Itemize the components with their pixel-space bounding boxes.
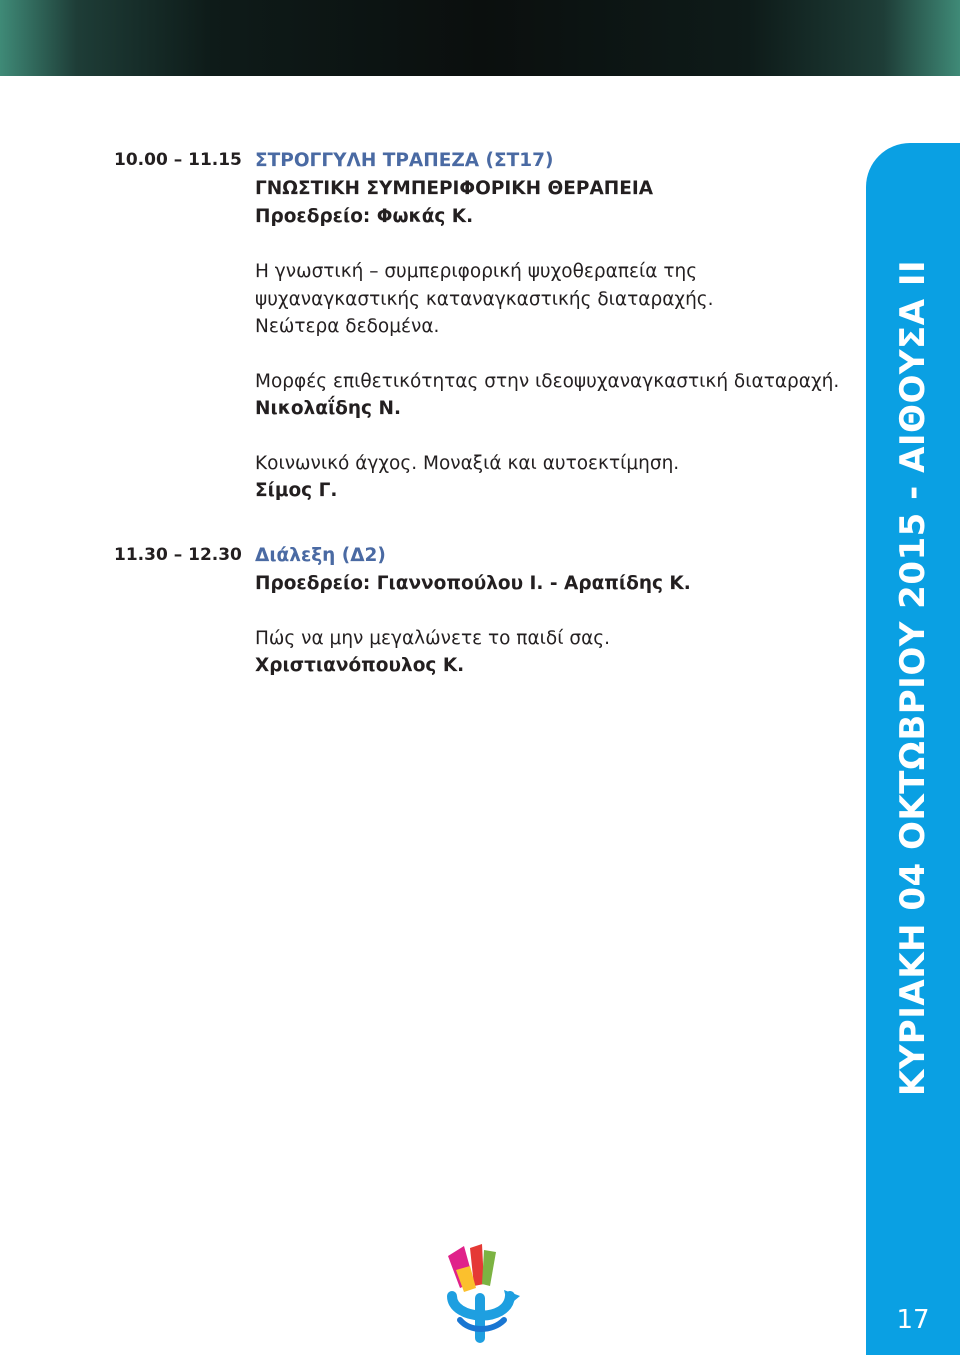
talk-title-line: Νεώτερα δεδομένα. bbox=[255, 316, 440, 337]
talk-speaker: Νικολαΐδης Ν. bbox=[255, 398, 401, 419]
date-room-label: ΚΥΡΙΑΚΗ 04 ΟΚΤΩΒΡΙΟΥ 2015 - ΑΙΘΟΥΣΑ ΙΙ bbox=[893, 259, 933, 1097]
session-chairs: Προεδρείο: Γιαννοπούλου Ι. - Αραπίδης Κ. bbox=[255, 573, 691, 594]
conference-logo-icon bbox=[430, 1238, 530, 1346]
session-title: ΣΤΡΟΓΓΥΛΗ ΤΡΑΠΕΖΑ (ΣΤ17) bbox=[255, 150, 554, 171]
session-time: 11.30 – 12.30 bbox=[114, 545, 242, 565]
talk-title-line: ψυχαναγκαστικής καταναγκαστικής διαταραχής. bbox=[255, 289, 714, 310]
top-decorative-band bbox=[0, 0, 960, 76]
session-subtitle: ΓΝΩΣΤΙΚΗ ΣΥΜΠΕΡΙΦΟΡΙΚΗ ΘΕΡΑΠΕΙΑ bbox=[255, 178, 654, 199]
talk-speaker: Σίμος Γ. bbox=[255, 480, 338, 501]
talk-title-line: Η γνωστική – συμπεριφορική ψυχοθεραπεία της bbox=[255, 261, 698, 282]
page-number: 17 bbox=[896, 1305, 930, 1335]
talk-title-line: Πώς να μην μεγαλώνετε το παιδί σας. bbox=[255, 628, 611, 649]
session-title: Διάλεξη (Δ2) bbox=[255, 545, 386, 566]
session-chairs: Προεδρείο: Φωκάς Κ. bbox=[255, 206, 474, 227]
talk-title-line: Μορφές επιθετικότητας στην ιδεοψυχαναγκαστική διαταραχή. bbox=[255, 371, 840, 392]
side-tab bbox=[866, 143, 960, 1355]
side-text-container bbox=[866, 143, 960, 1213]
session-time: 10.00 – 11.15 bbox=[114, 150, 242, 170]
talk-speaker: Χριστιανόπουλος Κ. bbox=[255, 655, 465, 676]
talk-title-line: Κοινωνικό άγχος. Μοναξιά και αυτοεκτίμηση. bbox=[255, 453, 680, 474]
